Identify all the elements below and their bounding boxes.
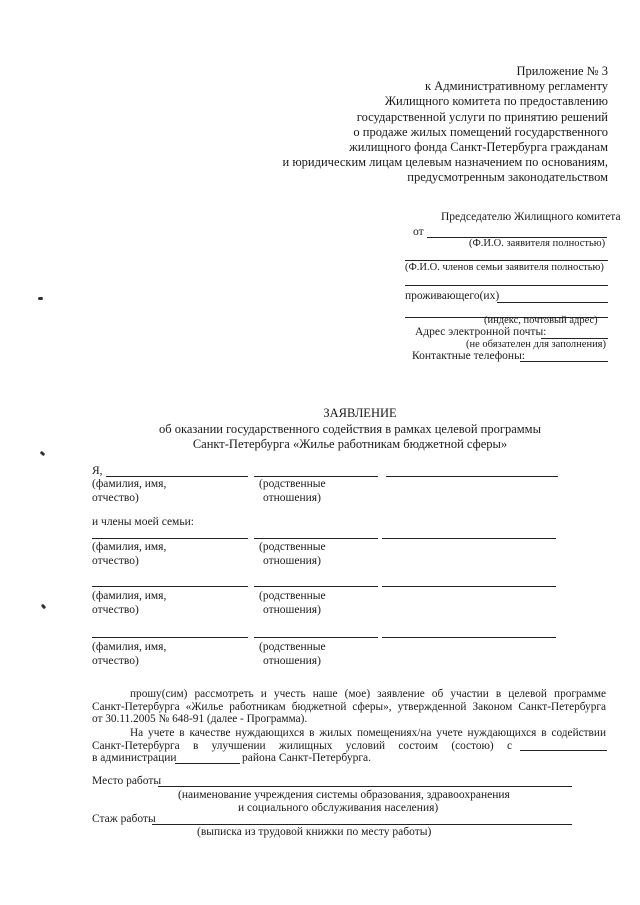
work-place-hint: (наименование учреждения системы образования, здравоохранения xyxy=(178,789,510,801)
work-place-label: Место работы xyxy=(92,775,162,787)
appendix-line: о продаже жилых помещений государственного xyxy=(353,124,608,139)
name-hint: (фамилия, имя, xyxy=(92,590,167,602)
index-hint: (индекс, почтовый адрес) xyxy=(484,315,598,326)
document-subtitle-1: об оказании государственного содействия в рамках целевой программы xyxy=(159,422,541,436)
name-hint: отчество) xyxy=(92,492,139,504)
phones-label: Контактные телефоны: xyxy=(412,350,525,362)
member-extra-field[interactable] xyxy=(382,637,556,638)
relation-hint: (родственные xyxy=(259,641,326,653)
name-hint: (фамилия, имя, xyxy=(92,641,167,653)
document-subtitle-2: Санкт-Петербурга «Жилье работникам бюджетной сферы» xyxy=(192,437,508,451)
member-relation-field[interactable] xyxy=(254,538,378,539)
scan-mark xyxy=(41,604,47,610)
name-hint: отчество) xyxy=(92,555,139,567)
applicant-relation-field[interactable] xyxy=(254,476,378,477)
applicant-hint: (Ф.И.О. заявителя полностью) xyxy=(469,238,606,249)
residing-label: проживающего(их) xyxy=(405,290,500,302)
member-extra-field[interactable] xyxy=(382,586,556,587)
appendix-line: Жилищного комитета по предоставлению xyxy=(384,94,608,109)
relation-hint: (родственные xyxy=(259,478,326,490)
body-line: Санкт-Петербурга в улучшении жилищных условий состоим (состою) с xyxy=(92,739,512,752)
appendix-line: к Административному регламенту xyxy=(424,79,608,94)
from-label: от xyxy=(413,226,424,238)
member-relation-field[interactable] xyxy=(254,637,378,638)
district-suffix: района Санкт-Петербурга. xyxy=(242,752,372,764)
family-names-field-2[interactable] xyxy=(405,285,608,286)
body-p2 xyxy=(92,727,606,752)
work-place-hint: и социального обслуживания населения) xyxy=(238,802,439,814)
appendix-line: предусмотренным законодательством xyxy=(407,170,608,185)
member-relation-field[interactable] xyxy=(254,586,378,587)
relation-hint: отношения) xyxy=(263,555,321,567)
relation-hint: отношения) xyxy=(263,604,321,616)
document-title: ЗАЯВЛЕНИЕ xyxy=(323,406,397,420)
experience-hint: (выписка из трудовой книжки по месту работы) xyxy=(197,826,432,838)
name-hint: (фамилия, имя, xyxy=(92,478,167,490)
relation-hint: (родственные xyxy=(259,541,326,553)
appendix-line: и юридическим лицам целевым назначением по основаниям, xyxy=(282,155,608,170)
body-line: На учете в качестве нуждающихся в жилых помещениях/на учете нуждающихся в содействии xyxy=(130,727,606,739)
relation-hint: отношения) xyxy=(263,655,321,667)
appendix-line: жилищного фонда Санкт-Петербурга гражданам xyxy=(349,140,608,155)
body-line: Санкт-Петербурга «Жилье работникам бюджетной сферы», утвержденной Законом Санкт-Петербурга xyxy=(92,700,606,713)
district-field[interactable] xyxy=(175,763,240,764)
registration-date-field[interactable] xyxy=(520,750,607,751)
name-hint: отчество) xyxy=(92,604,139,616)
address-field[interactable] xyxy=(497,302,608,303)
admin-label: в администрации xyxy=(92,752,177,764)
addressee-to: Председателю Жилищного комитета xyxy=(441,211,621,223)
email-label: Адрес электронной почты: xyxy=(415,326,547,338)
appendix-block xyxy=(283,64,608,186)
body-p1 xyxy=(92,688,606,726)
applicant-extra-field[interactable] xyxy=(386,476,558,477)
phones-field[interactable] xyxy=(520,361,608,362)
relation-hint: отношения) xyxy=(263,492,321,504)
body-line: прошу(сим) рассмотреть и учесть наше (мое) заявление об участии в целевой программе xyxy=(130,688,606,700)
appendix-line: Приложение № 3 xyxy=(516,64,608,78)
experience-label: Стаж работы xyxy=(92,813,156,825)
email-hint: (не обязателен для заполнения) xyxy=(466,339,607,350)
family-label: и члены моей семьи: xyxy=(92,516,194,528)
relation-hint: (родственные xyxy=(259,590,326,602)
family-hint: (Ф.И.О. членов семьи заявителя полностью) xyxy=(405,262,604,273)
experience-field[interactable] xyxy=(152,824,572,825)
member-fio-field[interactable] xyxy=(92,586,248,587)
family-names-field[interactable] xyxy=(405,260,608,261)
applicant-prefix: Я, xyxy=(92,465,103,477)
scan-mark xyxy=(38,297,43,300)
member-extra-field[interactable] xyxy=(382,538,556,539)
work-place-field[interactable] xyxy=(158,786,572,787)
body-line: от 30.11.2005 № 648-91 (далее - Программа). xyxy=(92,713,308,725)
name-hint: отчество) xyxy=(92,655,139,667)
member-fio-field[interactable] xyxy=(92,637,248,638)
member-fio-field[interactable] xyxy=(92,538,248,539)
name-hint: (фамилия, имя, xyxy=(92,541,167,553)
applicant-fio-field[interactable] xyxy=(106,476,248,477)
appendix-line: государственной услуги по принятию решений xyxy=(356,109,608,124)
